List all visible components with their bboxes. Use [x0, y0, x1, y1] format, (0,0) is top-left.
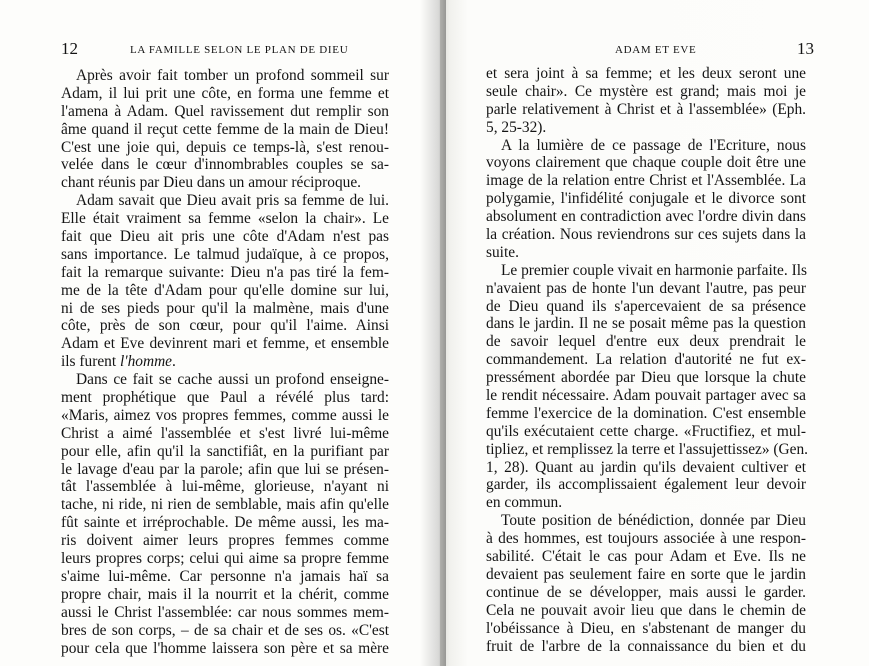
text-line: commandement. La relation d'autorité ne fut ex-: [486, 351, 806, 369]
text-line: Adam et Eve devinrent mari et femme, et ensemble: [61, 335, 389, 353]
text-line: âme quand il reçut cette femme de la main de Dieu!: [61, 120, 389, 138]
text-line: C'est une joie qui, depuis ce temps-là, s'est renou-: [61, 138, 389, 156]
text-line: sabilité. C'était le cas pour Adam et Eve. Ils ne: [486, 548, 806, 566]
text-line: s'aime lui-même. Car personne n'a jamais haï sa: [61, 567, 389, 585]
text-line: voyons clairement que chaque couple doit être une: [486, 154, 806, 172]
page-number: 13: [797, 39, 814, 58]
text-line: A la lumière de ce passage de l'Ecriture, nous: [501, 136, 806, 154]
text-line: tipliez, et remplissez la terre et l'assujettissez» (Gen.: [486, 440, 809, 458]
running-head: ADAM ET EVE: [615, 44, 697, 56]
text-line: le rendit nécessaire. Adam pouvait partager avec sa: [486, 387, 806, 405]
text-line: ils furent l'homme.: [61, 353, 176, 371]
text-line: Le premier couple vivait en harmonie parfaite. Ils: [501, 261, 807, 279]
text-line: image de la relation entre Christ et l'Assemblée. La: [486, 172, 806, 190]
text-line: leurs propres corps; celui qui aime sa propre femme: [61, 550, 389, 568]
text-line: l'amena à Adam. Quel ravissement dut remplir son: [61, 102, 389, 120]
emphasis: l'homme: [120, 353, 173, 371]
text-line: Adam savait que Dieu avait pris sa femme de lui.: [76, 192, 389, 210]
book-gutter-shadow: [420, 0, 446, 666]
text-line: dans le jardin. Il ne se posait même pas la question: [486, 315, 806, 333]
text-line: chant réunis par Dieu dans un amour réciproque.: [61, 174, 362, 192]
text-line: n'avaient pas de honte l'un devant l'autre, pas peur: [486, 279, 806, 297]
text-line: propre chair, mais il la nourrit et la chérit, comme: [61, 585, 389, 603]
text-line: «Maris, aimez vos propres femmes, comme aussi le: [61, 406, 389, 424]
text-line: continue de se développer, mais aussi le garder.: [486, 583, 806, 601]
text-line: ni de ses pieds pour qu'il la malmène, mais d'une: [61, 299, 389, 317]
text-line: seule chair». Ce mystère est grand; mais moi je: [486, 82, 806, 100]
body-text: [486, 65, 809, 655]
text-line: fait que Dieu ait pris une côte d'Adam n'est pas: [61, 228, 389, 246]
text-line: Cela ne pouvait avoir lieu que dans le chemin de: [486, 601, 806, 619]
right-page: [440, 0, 869, 666]
text-line: le lavage d'eau par la parole; afin que lui se présen-: [61, 460, 389, 478]
text-line: de Dieu quand ils s'apercevaient de sa présence: [486, 297, 806, 315]
text-line: Christ a aimé l'assemblée et s'est livré lui-même: [61, 424, 389, 442]
text-line: absolument en contradiction avec l'ordre divin dans: [486, 208, 806, 226]
text-line: fait la remarque suivante: Dieu n'a pas tiré la fem-: [61, 263, 389, 281]
text-line: qu'ils exécutaient cette charge. «Fructifiez, et mul-: [486, 422, 806, 440]
text-line: pour elle, afin qu'il la sanctifiât, en la purifiant par: [61, 442, 389, 460]
text-line: fût sainte et irréprochable. De même aussi, les ma-: [61, 514, 389, 532]
text-line: ris doivent aimer leurs propres femmes comme: [61, 532, 389, 550]
text-line: Toute position de bénédiction, donnée par Dieu: [501, 512, 806, 530]
text-line: sans importance. Le talmud judaïque, à ce propos,: [61, 245, 389, 263]
text-line: de savoir lequel d'entre eux deux prendrait le: [486, 333, 806, 351]
running-head: LA FAMILLE SELON LE PLAN DE DIEU: [130, 44, 349, 56]
text-line: suite.: [486, 243, 519, 261]
text-line: parle relativement à Christ et à l'assemblée» (Eph.: [486, 100, 806, 118]
text-line: Elle était vraiment sa femme «selon la chair». Le: [61, 210, 389, 228]
text-line: aussi le Christ l'assemblée: car nous sommes mem-: [61, 603, 389, 621]
text-line: me de la tête d'Adam pour qu'elle domine sur lui,: [61, 281, 389, 299]
text-line: femme l'exercice de la domination. C'est ensemble: [486, 404, 806, 422]
text-line: Après avoir fait tomber un profond sommeil sur: [76, 67, 389, 84]
page-number: 12: [61, 39, 78, 58]
text-line: Dans ce fait se cache aussi un profond enseigne-: [76, 371, 389, 389]
text-line: Adam, il lui prit une côte, en forma une femme et: [61, 84, 389, 102]
text-line: tache, ni ride, ni rien de semblable, mais afin qu'elle: [61, 496, 389, 514]
text-line: côte, près de son cœur, pour qu'il l'aime. Ainsi: [61, 317, 389, 335]
text-line: 5, 25-32).: [486, 118, 547, 136]
text-line: pour cela que l'homme laissera son père et sa mère: [61, 639, 389, 657]
text-line: ment prophétique que Paul a révélé plus tard:: [61, 389, 389, 407]
text-line: garder, ils accomplissaient également leur devoir: [486, 476, 806, 494]
text-line: et sera joint à sa femme; et les deux seront une: [486, 65, 806, 82]
text-line: polygamie, l'infidélité conjugale et le divorce sont: [486, 190, 806, 208]
text-line: pressément abordée par Dieu que lorsque la chute: [486, 369, 806, 387]
text-line: à des hommes, est toujours associée à une respon-: [486, 530, 806, 548]
text-line: tât l'assemblée à lui-même, glorieuse, n'ayant ni: [61, 478, 389, 496]
text-line: l'obéissance à Dieu, en s'abstenant de manger du: [486, 619, 806, 637]
text-line: bres de son corps, – de sa chair et de ses os. «C'est: [61, 621, 389, 639]
text-line: devaient pas seulement faire en sorte que le jardin: [486, 565, 806, 583]
text-line: velée dans le cœur d'innombrables couples se sa-: [61, 156, 389, 174]
text-line: en commun.: [486, 494, 563, 512]
text-line: la création. Nous reviendrons sur ces sujets dans la: [486, 226, 806, 244]
text-line: 1, 28). Quant au jardin qu'ils devaient cultiver et: [486, 458, 806, 476]
body-text: [61, 67, 389, 657]
text-line: fruit de l'arbre de la connaissance du bien et du: [486, 637, 806, 655]
